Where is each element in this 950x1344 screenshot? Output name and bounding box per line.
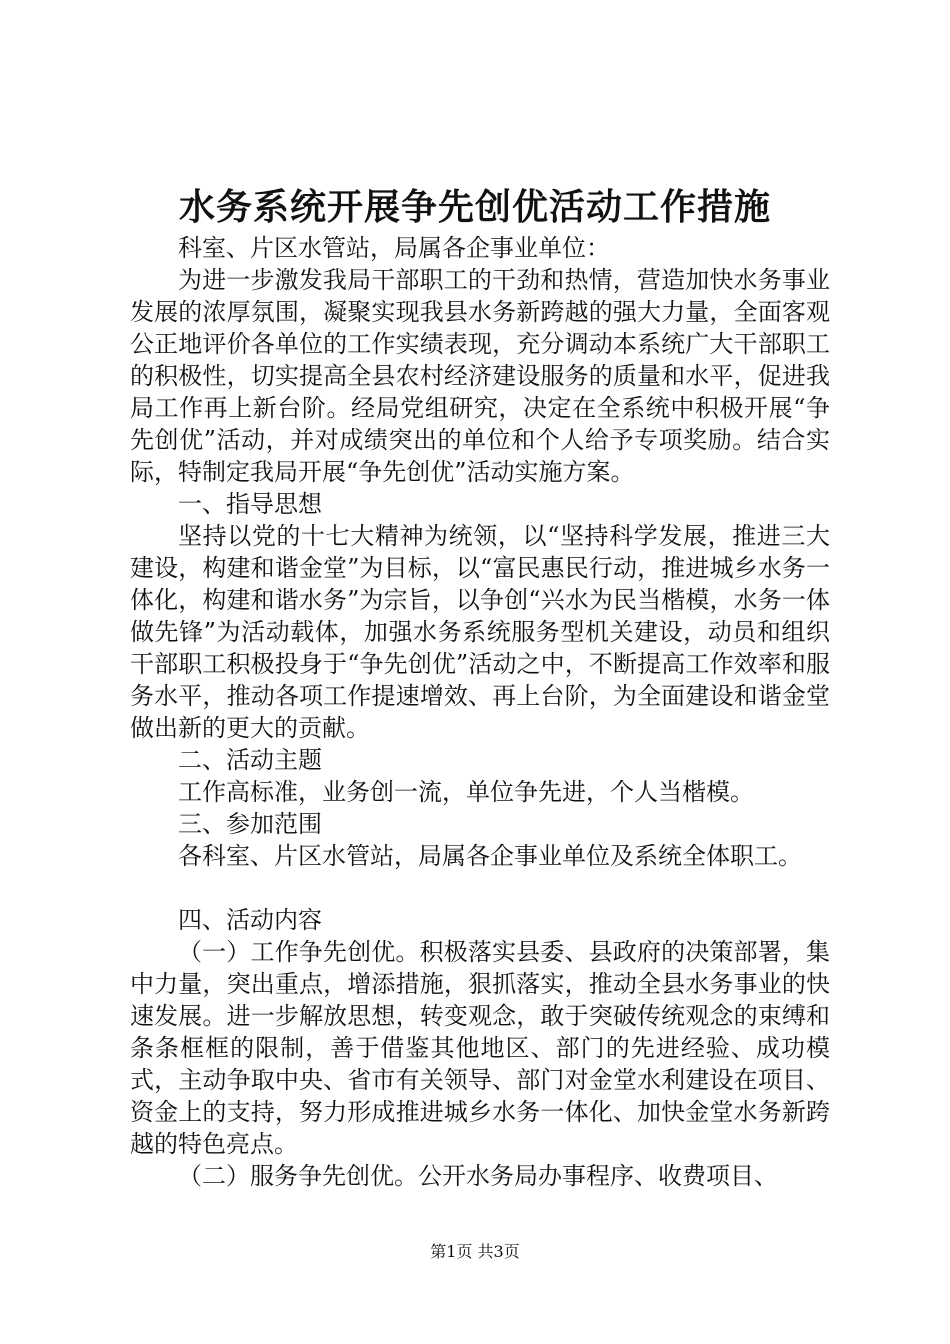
section-heading-1: 一、指导思想 (178, 490, 322, 518)
section-heading-3: 三、参加范围 (178, 810, 322, 838)
section-heading-2: 二、活动主题 (178, 746, 322, 774)
scope-paragraph: 各科室、片区水管站，局属各企事业单位及系统全体职工。 (178, 842, 802, 870)
content-item-1-paragraph: （一）工作争先创优。积极落实县委、县政府的决策部署，集中力量，突出重点，增添措施，狠抓落实，推动全县水务事业的快速发展。进一步解放思想，转变观念，敢于突破传统观念的束缚和条条框框的限制，善于借鉴其他地区、部门的先进经验、成功模式，主动争取中央、省市有关领导、部门对金堂水利建设在项目、资金上的支持，努力形成推进城乡水务一体化、加快金堂水务新跨越的特色亮点。 (130, 938, 830, 1158)
page-number: 第1页 共3页 (430, 1242, 520, 1261)
activity-theme-paragraph: 工作高标准，业务创一流，单位争先进，个人当楷模。 (178, 778, 754, 806)
section-heading-4: 四、活动内容 (178, 906, 322, 934)
document-title: 水务系统开展争先创优活动工作措施 (178, 186, 771, 228)
blank-line (130, 872, 830, 904)
document-body (130, 232, 830, 1192)
salutation: 科室、片区水管站，局属各企事业单位： (178, 234, 610, 262)
intro-paragraph: 为进一步激发我局干部职工的干劲和热情，营造加快水务事业发展的浓厚氛围，凝聚实现我县水务新跨越的强大力量，全面客观公正地评价各单位的工作实绩表现，充分调动本系统广大干部职工的积极性，切实提高全县农村经济建设服务的质量和水平，促进我局工作再上新台阶。经局党组研究，决定在全系统中积极开展“争先创优”活动，并对成绩突出的单位和个人给予专项奖励。结合实际，特制定我局开展“争先创优”活动实施方案。 (130, 266, 830, 486)
content-item-2-paragraph: （二）服务争先创优。公开水务局办事程序、收费项目、 (178, 1162, 778, 1190)
guiding-thought-paragraph: 坚持以党的十七大精神为统领，以“坚持科学发展，推进三大建设，构建和谐金堂”为目标，以“富民惠民行动，推进城乡水务一体化，构建和谐水务”为宗旨，以争创“兴水为民当楷模，水务一体做先锋”为活动载体，加强水务系统服务型机关建设，动员和组织干部职工积极投身于“争先创优”活动之中，不断提高工作效率和服务水平，推动各项工作提速增效、再上台阶，为全面建设和谐金堂做出新的更大的贡献。 (130, 522, 830, 742)
